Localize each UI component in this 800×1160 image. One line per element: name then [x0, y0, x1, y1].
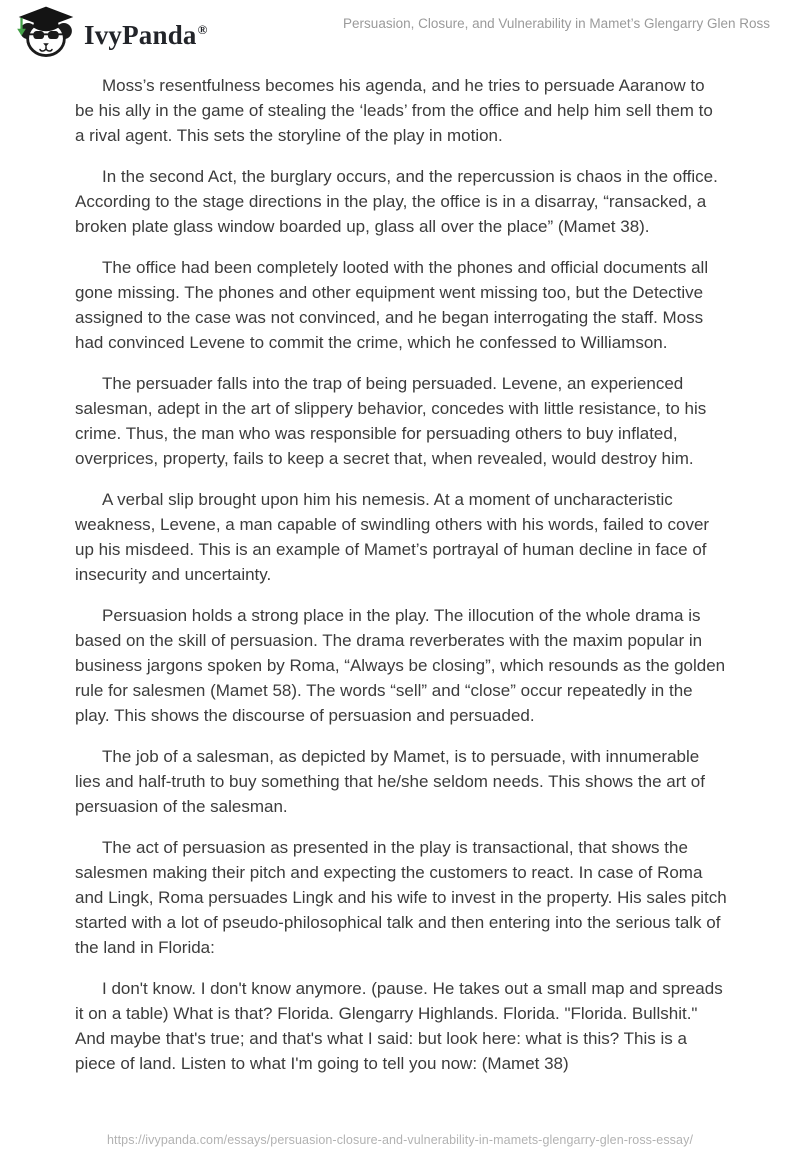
essay-body: [75, 60, 727, 1076]
essay-paragraph: A verbal slip brought upon him his nemesis. At a moment of uncharacteristic weakness, Levene, a man capable of swindling others with his words, failed to cover up his misdeed. This is an example of Mamet’s portrayal of human decline in face of insecurity and uncertainty.: [75, 490, 710, 584]
essay-paragraph: In the second Act, the burglary occurs, and the repercussion is chaos in the office. According to the stage directions in the play, the office is in a disarray, “ransacked, a broken plate glass window boarded up, glass all over the place” (Mamet 38).: [75, 167, 718, 236]
essay-paragraph: Persuasion holds a strong place in the play. The illocution of the whole drama is based on the skill of persuasion. The drama reverberates with the maxim popular in business jargons spoken by Roma, “Always be closing”, which resounds as the golden rule for salesmen (Mamet 58). The words “sell” and “close” occur repeatedly in the play. This shows the discourse of persuasion and persuaded.: [75, 606, 726, 725]
brand-wordmark: IvyPanda®: [84, 19, 208, 50]
essay-paragraph: Moss’s resentfulness becomes his agenda, and he tries to persuade Aaranow to be his ally in the game of stealing the ‘leads’ from the office and help him sell them to a rival agent. This sets the storyline of the play in motion.: [75, 76, 713, 145]
essay-paragraph: I don't know. I don't know anymore. (pause. He takes out a small map and spreads it on a table) What is that? Florida. Glengarry Highlands. Florida. "Florida. Bullshit." And maybe that's true; and that's what I said: but look here: what is this? This is a piece of land. Listen to what I'm going to tell you now: (Mamet 38): [75, 979, 723, 1073]
page-title: Persuasion, Closure, and Vulnerability in Mamet’s Glengarry Glen Ross: [343, 16, 770, 31]
essay-paragraph: The office had been completely looted with the phones and official documents all gone missing. The phones and other equipment went missing too, but the Detective assigned to the case was not convinced, and he began interrogating the staff. Moss had convinced Levene to commit the crime, which he confessed to Williamson.: [75, 258, 709, 352]
page-header: [0, 0, 800, 60]
registered-trademark: ®: [197, 21, 208, 37]
ivypanda-panda-logo-icon: [14, 5, 78, 59]
footer-source-url: https://ivypanda.com/essays/persuasion-closure-and-vulnerability-in-mamets-glengarry-glen-ross-essay/: [106, 1133, 694, 1147]
essay-paragraph: The job of a salesman, as depicted by Mamet, is to persuade, with innumerable lies and half-truth to buy something that he/she seldom needs. This shows the art of persuasion of the salesman.: [75, 747, 705, 816]
essay-paragraph: The act of persuasion as presented in the play is transactional, that shows the salesmen making their pitch and expecting the customers to react. In case of Roma and Lingk, Roma persuades Lingk and his wife to invest in the property. His sales pitch started with a lot of pseudo-philosophical talk and then entering into the serious talk of the land in Florida:: [75, 838, 727, 957]
essay-paragraph: The persuader falls into the trap of being persuaded. Levene, an experienced salesman, adept in the art of slippery behavior, concedes with little resistance, to his crime. Thus, the man who was responsible for persuading others to buy inflated, overprices, property, fails to keep a secret that, when revealed, would destroy him.: [75, 374, 707, 468]
ivypanda-logo[interactable]: [14, 5, 208, 59]
